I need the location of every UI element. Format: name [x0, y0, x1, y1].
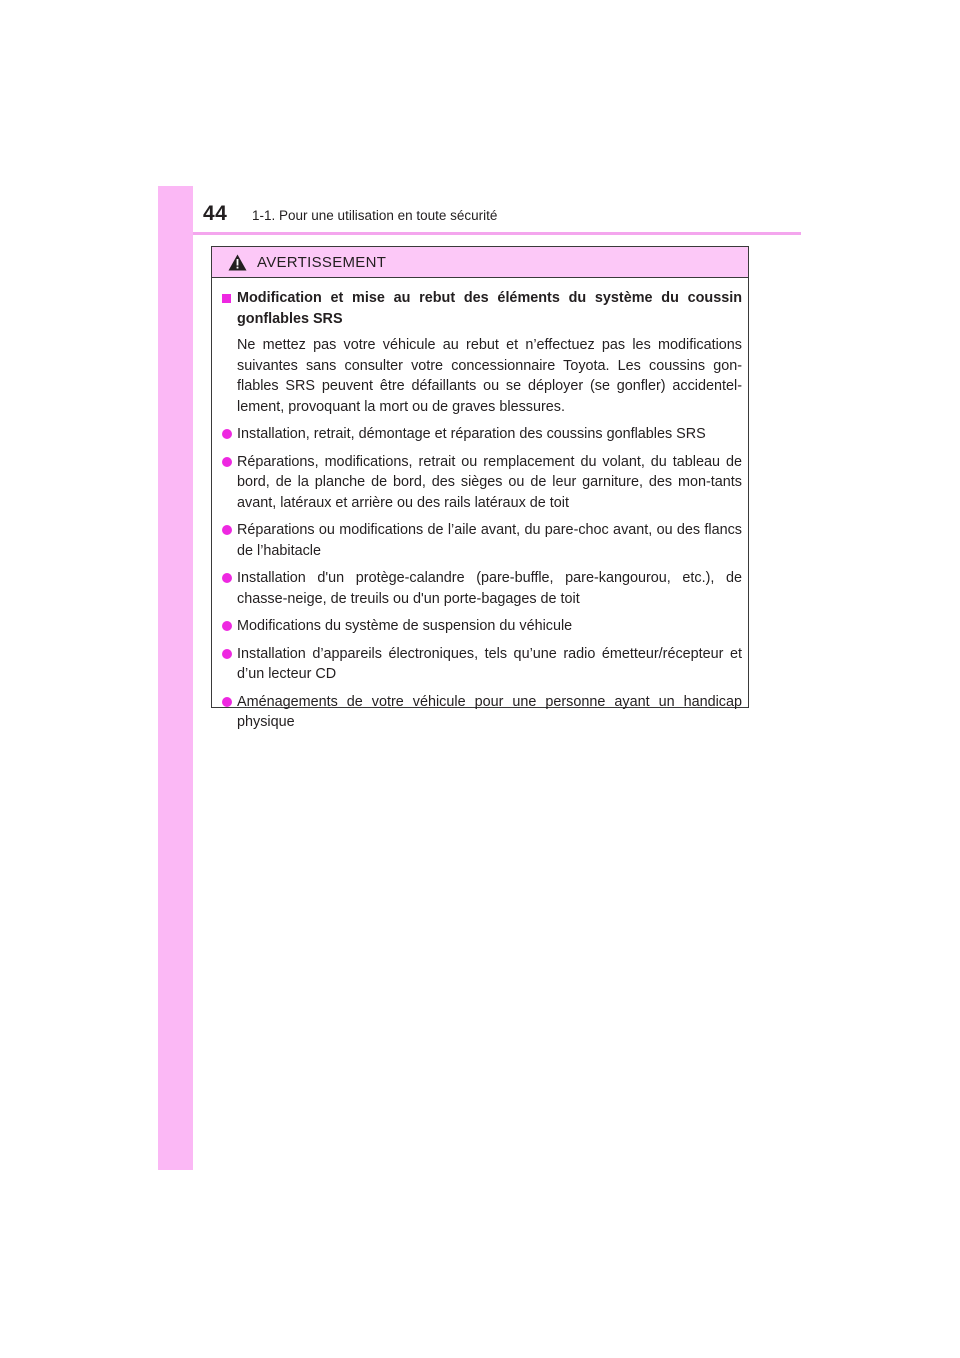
warning-title: AVERTISSEMENT	[257, 253, 387, 271]
warning-list	[222, 424, 742, 733]
warning-triangle-icon	[228, 254, 247, 271]
warning-heading	[222, 288, 742, 329]
side-tab-band	[158, 186, 193, 1170]
warning-intro: Ne mettez pas votre véhicule au rebut et n’effectuez pas les modifications suivantes sans consulter votre concessionnaire Toyota. Les coussins gon-flables SRS peuvent être défaillants ou se déployer (se gonfler) accidentel-lement, provoquant la mort ou de graves blessures.	[237, 337, 742, 415]
bullet-dot-icon	[222, 457, 232, 467]
bullet-dot-icon	[222, 573, 232, 583]
page-number: 44	[203, 202, 228, 225]
list-item: Installation d'un protège-calandre (pare-buffle, pare-kangourou, etc.), de chasse-neige, de treuils ou d'un porte-bagages de toit	[222, 568, 742, 609]
list-item: Installation d’appareils électroniques, tels qu’une radio émetteur/récepteur et d’un lecteur CD	[222, 644, 742, 685]
list-item: Installation, retrait, démontage et réparation des coussins gonflables SRS	[222, 424, 742, 445]
section-title: 1-1. Pour une utilisation en toute sécurité	[252, 208, 498, 223]
bullet-dot-icon	[222, 649, 232, 659]
list-item: Aménagements de votre véhicule pour une personne ayant un handicap physique	[222, 692, 742, 733]
bullet-dot-icon	[222, 697, 232, 707]
bullet-dot-icon	[222, 429, 232, 439]
bullet-dot-icon	[222, 525, 232, 535]
warning-body	[212, 278, 748, 733]
list-item: Modifications du système de suspension du véhicule	[222, 616, 742, 637]
warning-heading-text: Modification et mise au rebut des éléments du système du coussin gonflables SRS	[237, 290, 742, 327]
square-bullet-icon	[222, 294, 231, 303]
warning-box	[211, 246, 749, 730]
list-item: Réparations ou modifications de l’aile avant, du pare-choc avant, ou des flancs de l’habitacle	[222, 520, 742, 561]
list-item: Réparations, modifications, retrait ou remplacement du volant, du tableau de bord, de la planche de bord, des sièges ou de leur garniture, des mon-tants avant, latéraux et arrière ou des rails latéraux de toit	[222, 452, 742, 514]
bullet-dot-icon	[222, 621, 232, 631]
header-rule	[193, 232, 801, 235]
warning-header	[212, 247, 748, 278]
